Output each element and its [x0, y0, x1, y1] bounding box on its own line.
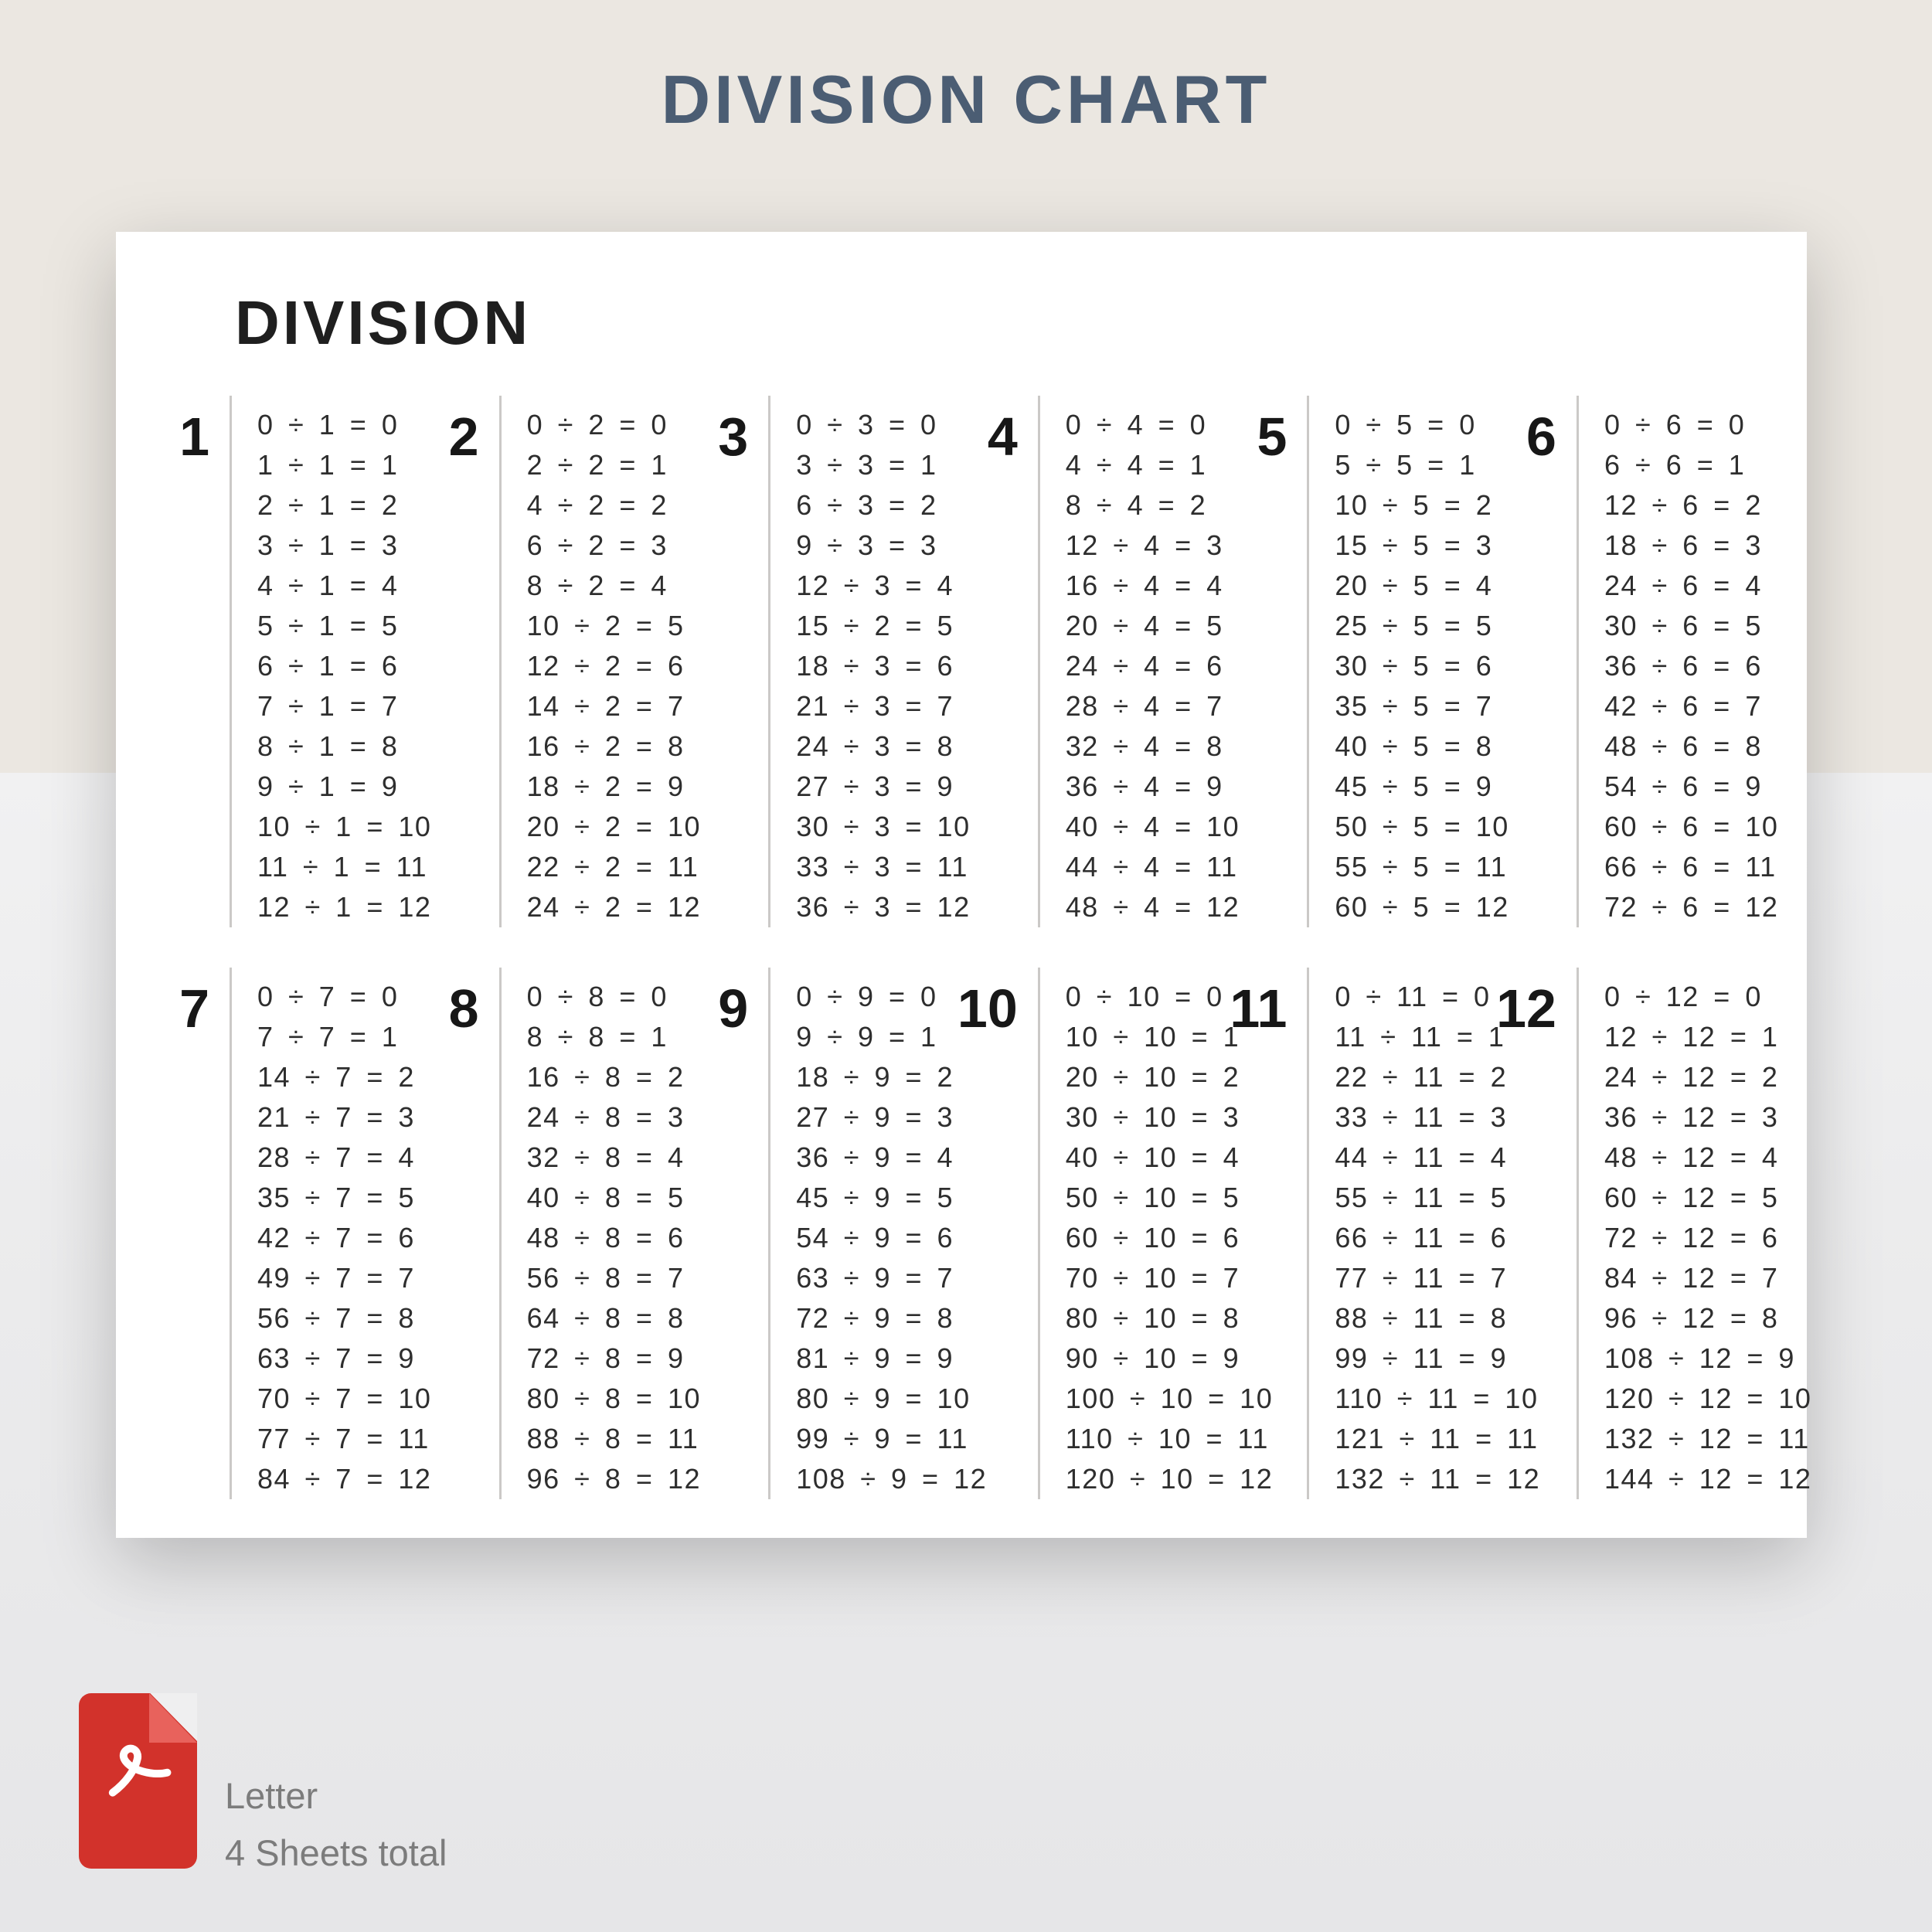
division-column-10: [924, 968, 1274, 1499]
equation: 77 ÷ 11 = 7: [1335, 1262, 1508, 1294]
equation: 24 ÷ 12 = 2: [1604, 1061, 1779, 1093]
equation: 0 ÷ 8 = 0: [526, 981, 668, 1012]
equation: 14 ÷ 2 = 7: [526, 690, 685, 722]
equation: 100 ÷ 10 = 10: [1065, 1383, 1274, 1414]
equation: 10 ÷ 10 = 1: [1065, 1021, 1240, 1053]
equation: 63 ÷ 9 = 7: [796, 1262, 954, 1294]
equation: 36 ÷ 3 = 12: [796, 891, 971, 923]
equation: 110 ÷ 11 = 10: [1335, 1383, 1539, 1414]
equation: 10 ÷ 5 = 2: [1335, 489, 1493, 521]
equation: 18 ÷ 2 = 9: [526, 770, 685, 802]
sheet-count-label: 4 Sheets total: [225, 1832, 447, 1873]
equation: 72 ÷ 9 = 8: [796, 1302, 954, 1334]
equation: 56 ÷ 8 = 7: [526, 1262, 685, 1294]
equation: 30 ÷ 6 = 5: [1604, 610, 1762, 641]
equation: 11 ÷ 1 = 11: [257, 851, 428, 883]
equation: 7 ÷ 1 = 7: [257, 690, 399, 722]
paper-size-label: Letter: [225, 1775, 318, 1816]
equation: 132 ÷ 11 = 12: [1335, 1463, 1541, 1495]
equation: 60 ÷ 5 = 12: [1335, 891, 1509, 923]
division-column-9: [655, 968, 988, 1499]
equation: 33 ÷ 11 = 3: [1335, 1101, 1508, 1133]
columns-row-2: [116, 968, 1812, 1499]
equation: 70 ÷ 7 = 10: [257, 1383, 432, 1414]
equation: 6 ÷ 2 = 3: [526, 529, 668, 561]
equation: 45 ÷ 5 = 9: [1335, 770, 1493, 802]
equation: 90 ÷ 10 = 9: [1065, 1342, 1240, 1374]
division-column-2: [386, 396, 701, 927]
equation: 81 ÷ 9 = 9: [796, 1342, 954, 1374]
equation: 36 ÷ 4 = 9: [1065, 770, 1223, 802]
equation: 25 ÷ 5 = 5: [1335, 610, 1493, 641]
equation: 60 ÷ 12 = 5: [1604, 1182, 1779, 1213]
equation: 36 ÷ 12 = 3: [1604, 1101, 1779, 1133]
equation: 10 ÷ 1 = 10: [257, 811, 432, 842]
equation: 14 ÷ 7 = 2: [257, 1061, 415, 1093]
equation: 0 ÷ 4 = 0: [1065, 409, 1207, 440]
equation: 55 ÷ 5 = 11: [1335, 851, 1508, 883]
equation: 96 ÷ 12 = 8: [1604, 1302, 1779, 1334]
equation: 54 ÷ 9 = 6: [796, 1222, 954, 1253]
equation: 32 ÷ 4 = 8: [1065, 730, 1223, 762]
equation: 4 ÷ 2 = 2: [526, 489, 668, 521]
equation: 132 ÷ 12 = 11: [1604, 1423, 1810, 1454]
equation: 108 ÷ 12 = 9: [1604, 1342, 1795, 1374]
equation: 72 ÷ 8 = 9: [526, 1342, 685, 1374]
equation: 11 ÷ 11 = 1: [1335, 1021, 1505, 1053]
equation: 63 ÷ 7 = 9: [257, 1342, 415, 1374]
equation: 84 ÷ 12 = 7: [1604, 1262, 1779, 1294]
equation: 44 ÷ 4 = 11: [1065, 851, 1238, 883]
equation: 28 ÷ 4 = 7: [1065, 690, 1223, 722]
columns-row-1: [116, 396, 1779, 927]
equation: 6 ÷ 1 = 6: [257, 650, 399, 682]
file-info-text: [225, 1693, 447, 1882]
equation: 24 ÷ 6 = 4: [1604, 570, 1762, 601]
equation: 7 ÷ 7 = 1: [257, 1021, 399, 1053]
equation: 70 ÷ 10 = 7: [1065, 1262, 1240, 1294]
equation: 77 ÷ 7 = 11: [257, 1423, 430, 1454]
equation: 60 ÷ 10 = 6: [1065, 1222, 1240, 1253]
division-column-7: [116, 968, 432, 1499]
division-column-4: [924, 396, 1240, 927]
equation: 18 ÷ 6 = 3: [1604, 529, 1762, 561]
equation: 12 ÷ 4 = 3: [1065, 529, 1223, 561]
equation: 9 ÷ 1 = 9: [257, 770, 399, 802]
column-number: 8: [448, 978, 479, 1039]
equation: 20 ÷ 4 = 5: [1065, 610, 1223, 641]
column-number: 5: [1257, 406, 1287, 467]
equation: 48 ÷ 12 = 4: [1604, 1141, 1779, 1173]
equation: 1 ÷ 1 = 1: [257, 449, 399, 481]
equation: 16 ÷ 8 = 2: [526, 1061, 685, 1093]
equation: 0 ÷ 3 = 0: [796, 409, 937, 440]
equation: 0 ÷ 7 = 0: [257, 981, 399, 1012]
equation: 20 ÷ 10 = 2: [1065, 1061, 1240, 1093]
equation: 18 ÷ 9 = 2: [796, 1061, 954, 1093]
equation: 22 ÷ 11 = 2: [1335, 1061, 1508, 1093]
equation: 40 ÷ 10 = 4: [1065, 1141, 1240, 1173]
equation: 0 ÷ 6 = 0: [1604, 409, 1746, 440]
equation: 88 ÷ 11 = 8: [1335, 1302, 1508, 1334]
page-title: DIVISION CHART: [661, 61, 1271, 138]
equation: 9 ÷ 9 = 1: [796, 1021, 937, 1053]
equation: 0 ÷ 11 = 0: [1335, 981, 1491, 1012]
equation: 55 ÷ 11 = 5: [1335, 1182, 1508, 1213]
equation: 80 ÷ 8 = 10: [526, 1383, 701, 1414]
equation: 0 ÷ 1 = 0: [257, 409, 399, 440]
column-number: 3: [718, 406, 749, 467]
column-number: 1: [179, 406, 209, 467]
equation: 21 ÷ 7 = 3: [257, 1101, 415, 1133]
equation: 80 ÷ 10 = 8: [1065, 1302, 1240, 1334]
equation: 0 ÷ 2 = 0: [526, 409, 668, 440]
equation: 45 ÷ 9 = 5: [796, 1182, 954, 1213]
equation: 6 ÷ 6 = 1: [1604, 449, 1746, 481]
equation: 8 ÷ 4 = 2: [1065, 489, 1207, 521]
division-column-8: [386, 968, 701, 1499]
equation: 30 ÷ 5 = 6: [1335, 650, 1493, 682]
equation: 20 ÷ 5 = 4: [1335, 570, 1493, 601]
equation: 50 ÷ 5 = 10: [1335, 811, 1509, 842]
equation: 144 ÷ 12 = 12: [1604, 1463, 1812, 1495]
equation: 72 ÷ 12 = 6: [1604, 1222, 1779, 1253]
sheet-heading: DIVISION: [235, 288, 532, 357]
file-info: [79, 1693, 447, 1882]
equation: 33 ÷ 3 = 11: [796, 851, 968, 883]
division-column-1: [116, 396, 432, 927]
equation: 6 ÷ 3 = 2: [796, 489, 937, 521]
equation: 12 ÷ 1 = 12: [257, 891, 432, 923]
column-number: 11: [1230, 978, 1287, 1039]
equation: 48 ÷ 4 = 12: [1065, 891, 1240, 923]
equation: 8 ÷ 8 = 1: [526, 1021, 668, 1053]
pdf-file-icon: [79, 1693, 197, 1869]
equation: 2 ÷ 1 = 2: [257, 489, 399, 521]
division-column-11: [1193, 968, 1541, 1499]
equation: 10 ÷ 2 = 5: [526, 610, 685, 641]
equation: 18 ÷ 3 = 6: [796, 650, 954, 682]
equation: 50 ÷ 10 = 5: [1065, 1182, 1240, 1213]
equation: 20 ÷ 2 = 10: [526, 811, 701, 842]
equation: 8 ÷ 1 = 8: [257, 730, 399, 762]
column-number: 6: [1526, 406, 1556, 467]
equation: 96 ÷ 8 = 12: [526, 1463, 701, 1495]
equation: 0 ÷ 5 = 0: [1335, 409, 1476, 440]
equation: 5 ÷ 5 = 1: [1335, 449, 1476, 481]
column-number: 7: [179, 978, 209, 1039]
equation: 30 ÷ 3 = 10: [796, 811, 971, 842]
equation: 5 ÷ 1 = 5: [257, 610, 399, 641]
equation: 72 ÷ 6 = 12: [1604, 891, 1779, 923]
division-column-12: [1463, 968, 1812, 1499]
equation: 35 ÷ 5 = 7: [1335, 690, 1493, 722]
equation: 4 ÷ 4 = 1: [1065, 449, 1207, 481]
column-number: 9: [718, 978, 749, 1039]
equation: 40 ÷ 8 = 5: [526, 1182, 685, 1213]
division-column-3: [655, 396, 971, 927]
equation: 28 ÷ 7 = 4: [257, 1141, 415, 1173]
division-column-5: [1193, 396, 1509, 927]
equation: 24 ÷ 2 = 12: [526, 891, 701, 923]
equation: 12 ÷ 3 = 4: [796, 570, 954, 601]
equation: 12 ÷ 2 = 6: [526, 650, 685, 682]
equation: 15 ÷ 5 = 3: [1335, 529, 1493, 561]
equation: 49 ÷ 7 = 7: [257, 1262, 415, 1294]
equation: 121 ÷ 11 = 11: [1335, 1423, 1539, 1454]
equation: 56 ÷ 7 = 8: [257, 1302, 415, 1334]
equation: 120 ÷ 12 = 10: [1604, 1383, 1812, 1414]
equation: 36 ÷ 6 = 6: [1604, 650, 1762, 682]
acrobat-swirl-icon: [97, 1738, 178, 1818]
equation: 16 ÷ 4 = 4: [1065, 570, 1223, 601]
equation: 24 ÷ 8 = 3: [526, 1101, 685, 1133]
equation: 21 ÷ 3 = 7: [796, 690, 954, 722]
equation: 9 ÷ 3 = 3: [796, 529, 937, 561]
equation: 27 ÷ 9 = 3: [796, 1101, 954, 1133]
equation-list: [1579, 968, 1811, 1499]
equation: 3 ÷ 3 = 1: [796, 449, 937, 481]
column-number: 10: [957, 978, 1018, 1039]
equation: 0 ÷ 9 = 0: [796, 981, 937, 1012]
equation: 22 ÷ 2 = 11: [526, 851, 699, 883]
equation: 54 ÷ 6 = 9: [1604, 770, 1762, 802]
column-number: 12: [1496, 978, 1556, 1039]
equation: 0 ÷ 10 = 0: [1065, 981, 1223, 1012]
equation: 3 ÷ 1 = 3: [257, 529, 399, 561]
equation: 60 ÷ 6 = 10: [1604, 811, 1779, 842]
equation: 99 ÷ 11 = 9: [1335, 1342, 1508, 1374]
equation: 40 ÷ 5 = 8: [1335, 730, 1493, 762]
division-chart-sheet: [116, 232, 1812, 1538]
equation: 108 ÷ 9 = 12: [796, 1463, 988, 1495]
equation: 110 ÷ 10 = 11: [1065, 1423, 1269, 1454]
equation: 15 ÷ 2 = 5: [796, 610, 954, 641]
equation: 40 ÷ 4 = 10: [1065, 811, 1240, 842]
equation: 80 ÷ 9 = 10: [796, 1383, 971, 1414]
equation: 99 ÷ 9 = 11: [796, 1423, 968, 1454]
equation: 120 ÷ 10 = 12: [1065, 1463, 1274, 1495]
equation: 64 ÷ 8 = 8: [526, 1302, 685, 1334]
equation-list: [1579, 396, 1778, 927]
equation: 42 ÷ 7 = 6: [257, 1222, 415, 1253]
equation: 2 ÷ 2 = 1: [526, 449, 668, 481]
equation: 48 ÷ 8 = 6: [526, 1222, 685, 1253]
column-number: 4: [987, 406, 1018, 467]
equation: 44 ÷ 11 = 4: [1335, 1141, 1508, 1173]
equation: 66 ÷ 6 = 11: [1604, 851, 1777, 883]
equation: 30 ÷ 10 = 3: [1065, 1101, 1240, 1133]
equation: 84 ÷ 7 = 12: [257, 1463, 432, 1495]
equation: 88 ÷ 8 = 11: [526, 1423, 699, 1454]
equation: 66 ÷ 11 = 6: [1335, 1222, 1508, 1253]
equation: 24 ÷ 3 = 8: [796, 730, 954, 762]
equation: 12 ÷ 12 = 1: [1604, 1021, 1779, 1053]
equation: 4 ÷ 1 = 4: [257, 570, 399, 601]
equation: 32 ÷ 8 = 4: [526, 1141, 685, 1173]
equation: 24 ÷ 4 = 6: [1065, 650, 1223, 682]
equation: 42 ÷ 6 = 7: [1604, 690, 1762, 722]
equation: 27 ÷ 3 = 9: [796, 770, 954, 802]
equation: 36 ÷ 9 = 4: [796, 1141, 954, 1173]
equation: 12 ÷ 6 = 2: [1604, 489, 1762, 521]
equation: 16 ÷ 2 = 8: [526, 730, 685, 762]
division-column-6: [1463, 396, 1779, 927]
equation: 35 ÷ 7 = 5: [257, 1182, 415, 1213]
column-number: 2: [448, 406, 479, 467]
equation: 48 ÷ 6 = 8: [1604, 730, 1762, 762]
equation: 8 ÷ 2 = 4: [526, 570, 668, 601]
equation: 0 ÷ 12 = 0: [1604, 981, 1762, 1012]
